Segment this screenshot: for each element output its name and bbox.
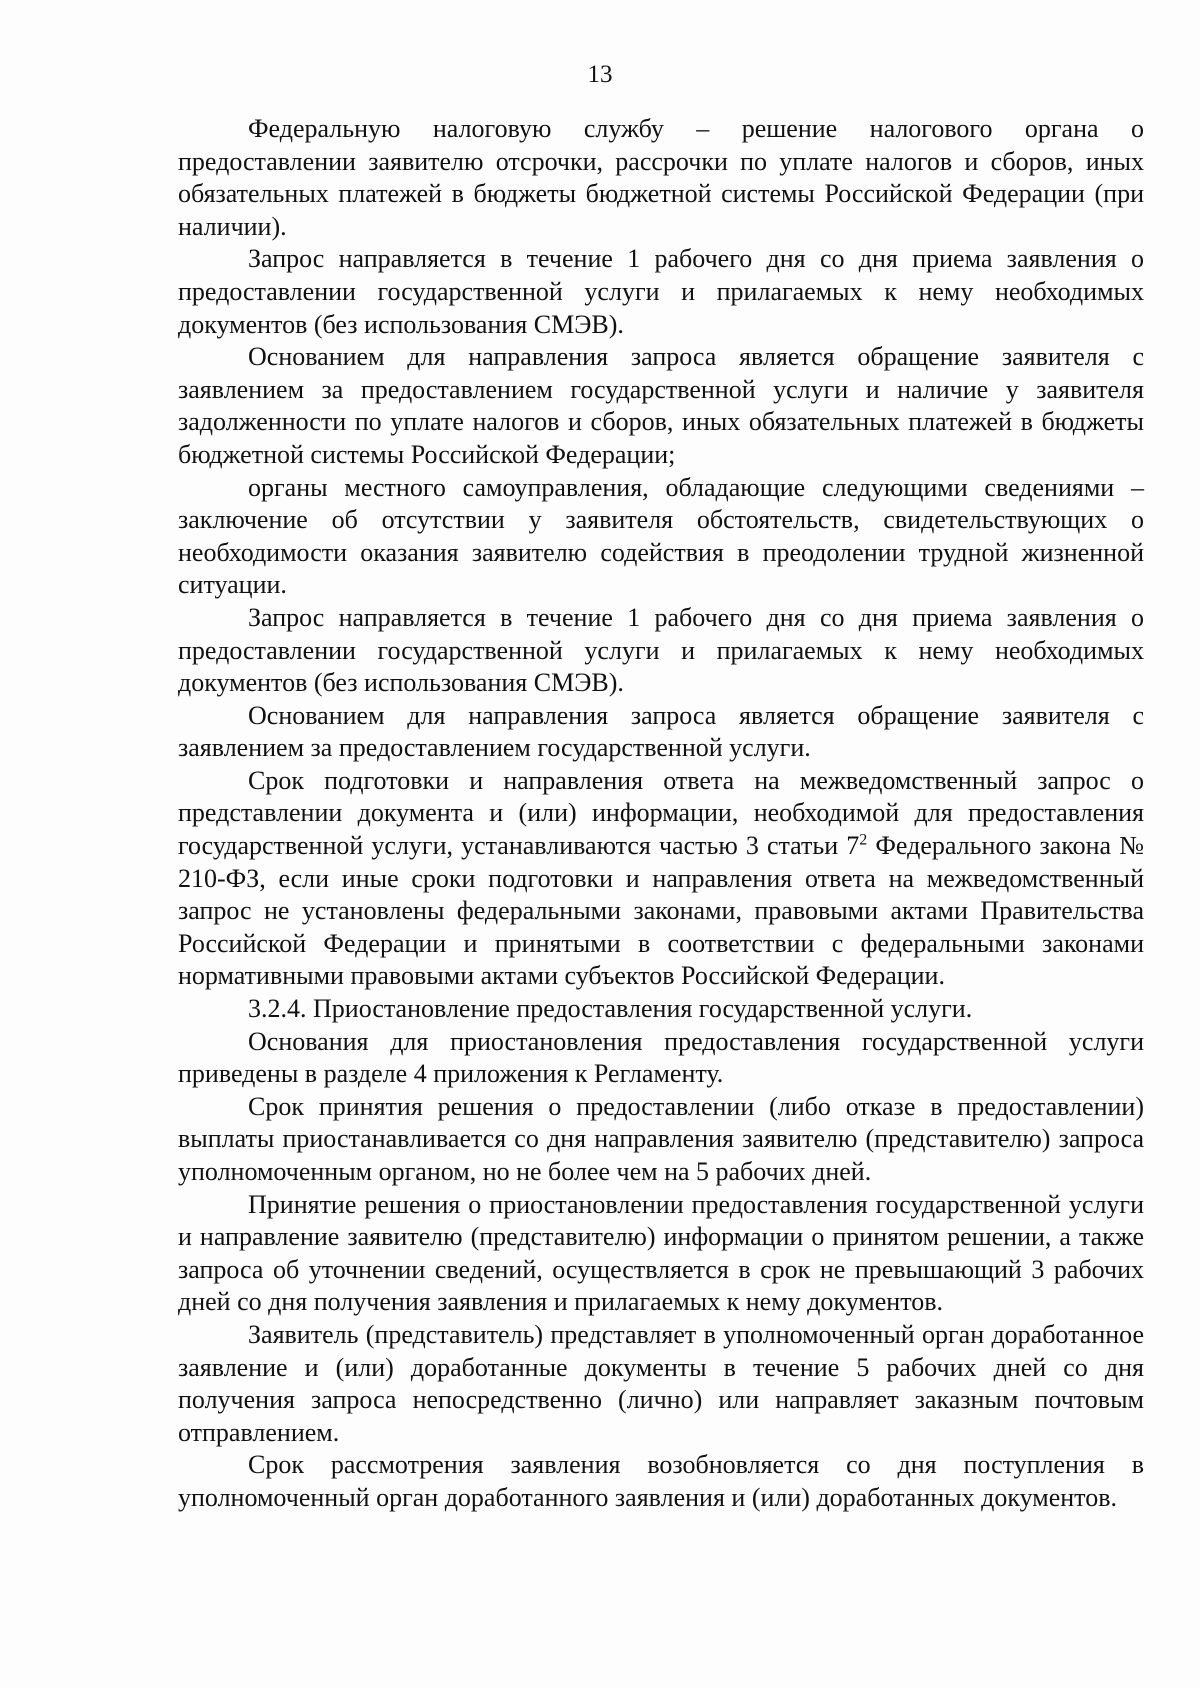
- page-number: 13: [587, 61, 613, 88]
- paragraph-request-basis-2: Основанием для направления запроса является обращение заявителя с заявлением за предоставлением государственной услуги.: [178, 700, 1144, 763]
- paragraph-request-timing-1: Запрос направляется в течение 1 рабочего дня со дня приема заявления о предоставлении государственной услуги и прилагаемых к нему необходимых документов (без использования СМЭВ).: [178, 244, 1144, 339]
- paragraph-suspension-decision: Принятие решения о приостановлении предоставления государственной услуги и направление заявителю (представителю) информации о принятом решении, а также запроса об уточнении сведений, осуществляется в срок не превышающий 3 рабочих дней со дня получения заявления и прилагаемых к нему документов.: [178, 1189, 1144, 1317]
- paragraph-response-deadline: [178, 765, 1144, 993]
- paragraph-request-basis-1: Основанием для направления запроса является обращение заявителя с заявлением за предоставлением государственной услуги и наличие у заявителя задолженности по уплате налогов и сборов, иных обязательных платежей в бюджеты бюджетной системы Российской Федерации;: [178, 342, 1144, 469]
- statute-text-after: Федерального закона № 210-ФЗ, если иные сроки подготовки и направления ответа на межведомственный запрос не установлены федеральными законами, правовыми актами Правительства Российской Федерации и принятыми в соответствии с федеральными законами нормативными правовыми актами субъектов Российской Федерации.: [178, 831, 1144, 991]
- section-heading-3-2-4: 3.2.4. Приостановление предоставления государственной услуги.: [248, 994, 973, 1024]
- paragraph-local-government: органы местного самоуправления, обладающие следующими сведениями – заключение об отсутствии у заявителя обстоятельств, свидетельствующих о необходимости оказания заявителю содействия в преодолении трудной жизненной ситуации.: [178, 472, 1144, 600]
- document-body: [178, 113, 1144, 1515]
- statute-superscript: 2: [859, 831, 868, 849]
- paragraph-request-timing-2: Запрос направляется в течение 1 рабочего дня со дня приема заявления о предоставлении государственной услуги и прилагаемых к нему необходимых документов (без использования СМЭВ).: [178, 602, 1144, 698]
- paragraph-decision-term: Срок принятия решения о предоставлении (либо отказе в предоставлении) выплаты приостанавливается со дня направления заявителю (представителю) запроса уполномоченным органом, но не более чем на 5 рабочих дней.: [178, 1091, 1144, 1186]
- paragraph-tax-service: Федеральную налоговую службу – решение налогового органа о предоставлении заявителю отсрочки, рассрочки по уплате налогов и сборов, иных обязательных платежей в бюджеты бюджетной системы Российской Федерации (при наличии).: [178, 114, 1144, 241]
- paragraph-applicant-resubmit: Заявитель (представитель) представляет в уполномоченный орган доработанное заявление и (или) доработанные документы в течение 5 рабочих дней со дня получения запроса непосредственно (лично) или направляет заказным почтовым отправлением.: [178, 1319, 1144, 1447]
- paragraph-suspension-grounds: Основания для приостановления предоставления государственной услуги приведены в разделе 4 приложения к Регламенту.: [178, 1026, 1144, 1089]
- statute-text-before: Срок подготовки и направления ответа на межведомственный запрос о представлении документа и (или) информации, необходимой для предоставления государственной услуги, устанавливаются частью 3 статьи 7: [178, 765, 1144, 861]
- paragraph-review-resumed: Срок рассмотрения заявления возобновляется со дня поступления в уполномоченный орган доработанного заявления и (или) доработанных документов.: [178, 1450, 1144, 1512]
